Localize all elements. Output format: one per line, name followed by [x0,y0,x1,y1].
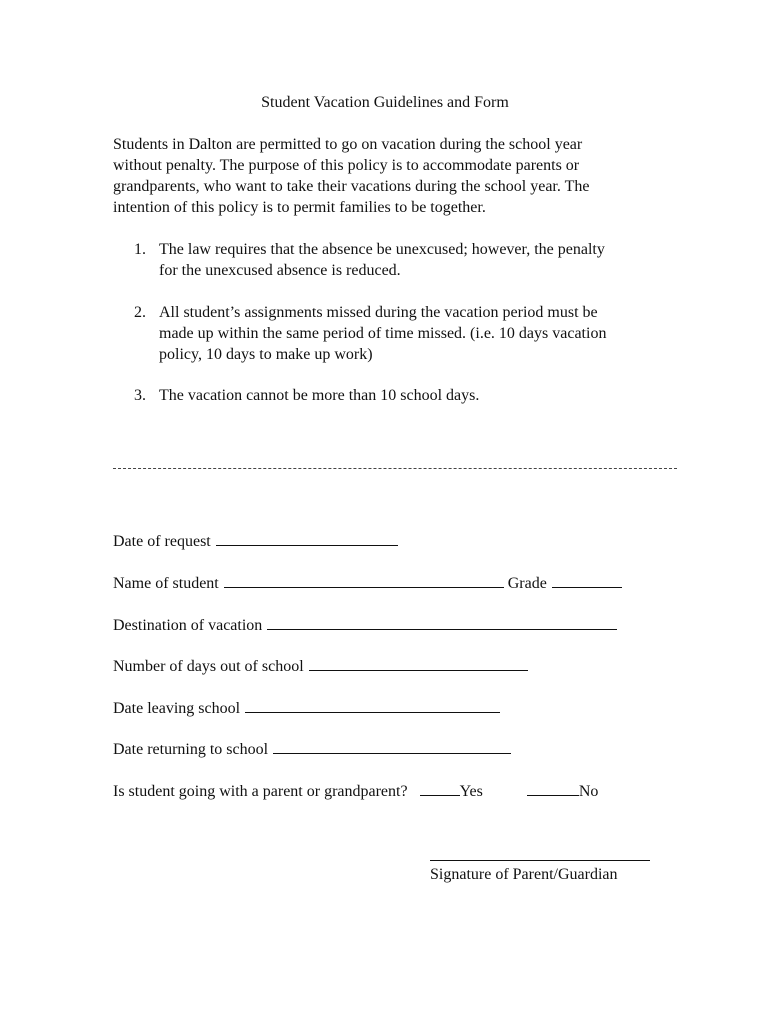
intro-line: Students in Dalton are permitted to go on vacation during the school year [113,136,583,153]
rule-line: The law requires that the absence be unexcused; however, the penalty [159,241,605,258]
date-returning-label: Date returning to school [113,741,269,758]
date-of-request-field [113,530,398,552]
parent-question-field [113,780,598,802]
rule-line: policy, 10 days to make up work) [159,346,373,363]
date-returning-blank[interactable] [273,738,511,754]
intro-line: without penalty. The purpose of this policy is to accommodate parents or [113,157,580,174]
intro-line: intention of this policy is to permit families to be together. [113,199,486,216]
destination-blank[interactable] [267,614,617,630]
date-of-request-blank[interactable] [216,530,398,546]
cut-line-divider [113,468,677,469]
intro-line: grandparents, who want to take their vacations during the school year. The [113,178,590,195]
days-out-field [113,655,528,677]
yes-label: Yes [459,783,483,800]
date-returning-field [113,738,511,760]
signature-label: Signature of Parent/Guardian [430,866,618,883]
no-blank[interactable] [527,780,579,796]
grade-blank[interactable] [552,572,622,588]
name-of-student-field [113,572,622,594]
destination-label: Destination of vacation [113,617,263,634]
name-of-student-blank[interactable] [224,572,504,588]
rule-line: made up within the same period of time missed. (i.e. 10 days vacation [159,325,607,342]
yes-blank[interactable] [420,780,460,796]
page-title [0,94,770,112]
no-label: No [578,783,599,800]
rule-number: 3. [134,387,146,404]
rule-number: 1. [134,241,146,258]
rule-line: for the unexcused absence is reduced. [159,262,401,279]
name-of-student-label: Name of student [113,575,219,592]
rule-line: All student’s assignments missed during the vacation period must be [159,304,598,321]
parent-question-label: Is student going with a parent or grandparent? [113,783,408,800]
date-of-request-label: Date of request [113,533,211,550]
page-title-text: Student Vacation Guidelines and Form [261,94,509,111]
date-leaving-blank[interactable] [245,697,500,713]
days-out-label: Number of days out of school [113,658,304,675]
destination-field [113,614,617,636]
date-leaving-label: Date leaving school [113,700,241,717]
days-out-blank[interactable] [309,655,528,671]
grade-label: Grade [507,575,547,592]
rule-number: 2. [134,304,146,321]
date-leaving-field [113,697,500,719]
rule-line: The vacation cannot be more than 10 school days. [159,387,480,404]
intro-paragraph [113,134,673,218]
signature-line[interactable] [430,860,650,861]
